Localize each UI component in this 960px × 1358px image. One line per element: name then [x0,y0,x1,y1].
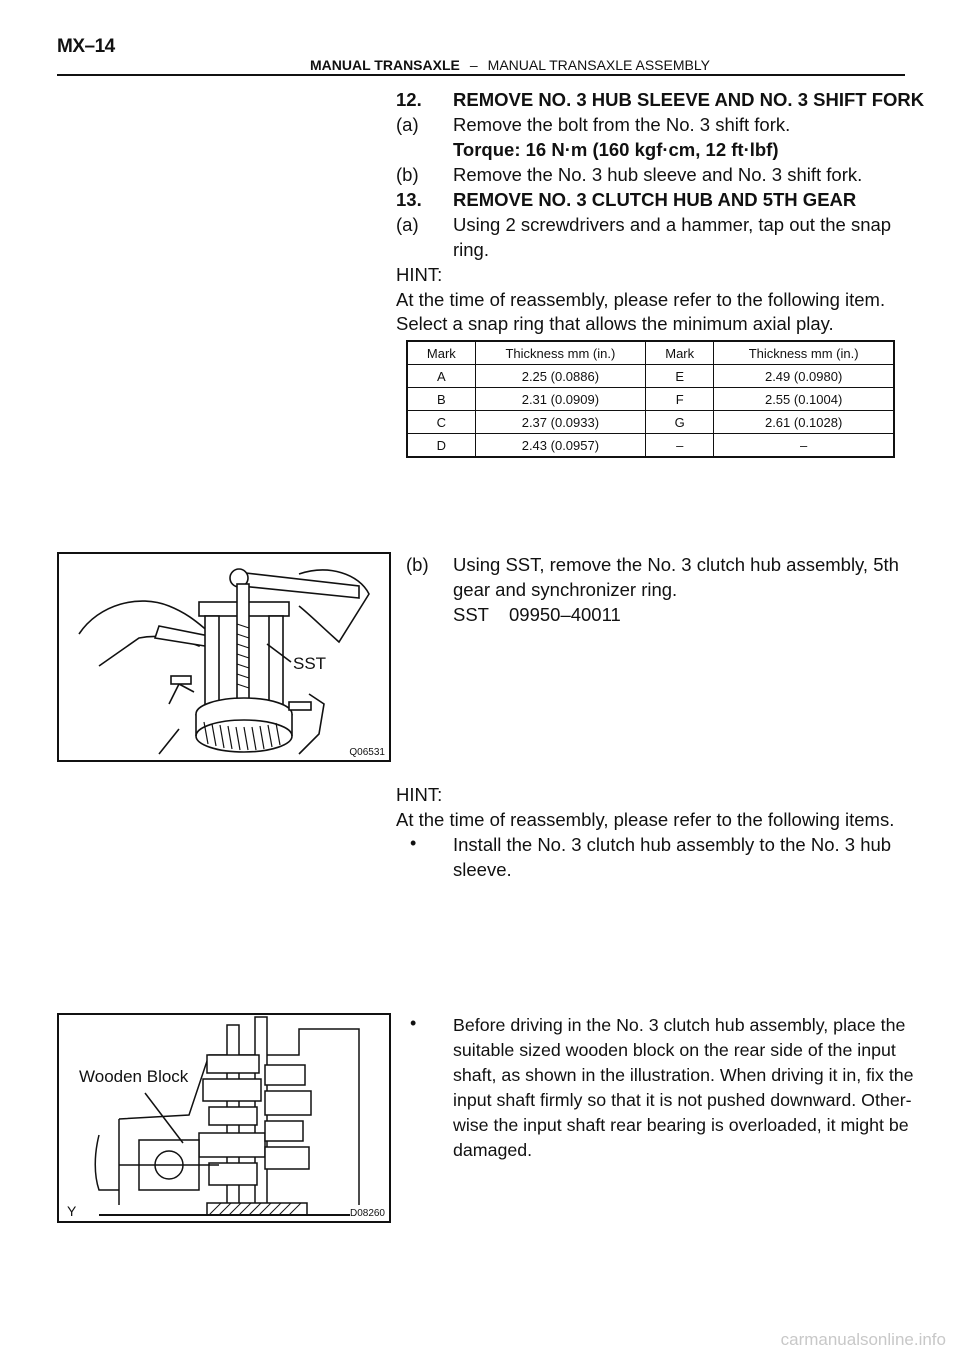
step12-a-label: (a) [396,114,419,135]
step12-number: 12. [396,89,422,110]
table-row [407,411,894,434]
puller-illustration [59,554,389,760]
table-cell: 2.43 (0.0957) [475,434,645,458]
header-rule [57,74,905,76]
page-code: MX–14 [57,36,115,57]
step13-b-text-1: Using SST, remove the No. 3 clutch hub assembly, 5th [453,554,899,575]
figure-wooden-block [57,1013,391,1223]
step12-a-text: Remove the bolt from the No. 3 shift fork. [453,114,791,135]
table-cell: 2.25 (0.0886) [475,365,645,388]
step13-a-text-1: Using 2 screwdrivers and a hammer, tap out the snap [453,214,892,235]
step12-b-text: Remove the No. 3 hub sleeve and No. 3 shift fork. [453,164,863,185]
bullet2-line-5: wise the input shaft rear bearing is overloaded, it might be [453,1115,909,1135]
table-cell: E [646,365,714,388]
bullet2-line-3: shaft, as shown in the illustration. When driving it in, fix the [453,1065,914,1085]
table-cell: G [646,411,714,434]
step13-a-text-2: ring. [453,239,489,260]
hint-line-1: At the time of reassembly, please refer to the following item. [396,289,886,310]
figure-sst-puller [57,552,391,762]
table-cell: A [407,365,475,388]
step12-b-label: (b) [396,164,419,185]
sst-number: 09950–40011 [509,604,621,625]
step13-title: REMOVE NO. 3 CLUTCH HUB AND 5TH GEAR [453,189,857,210]
table-row [407,388,894,411]
bullet1-line-2: sleeve. [453,859,512,880]
table-cell: 2.49 (0.0980) [714,365,894,388]
table-cell: F [646,388,714,411]
figure-sst-code: Q06531 [349,747,385,758]
table-cell: D [407,434,475,458]
table-row [407,365,894,388]
bullet-2: • [410,1013,417,1033]
step12-title: REMOVE NO. 3 HUB SLEEVE AND NO. 3 SHIFT FORK [453,89,925,110]
hint-label: HINT: [396,264,443,285]
step13-b-label: (b) [406,554,429,575]
watermark: carmanualsonline.info [780,1330,946,1349]
table-cell: B [407,388,475,411]
hint-line-2: Select a snap ring that allows the minimum axial play. [396,313,834,334]
bullet2-line-4: input shaft firmly so that it is not pushed downward. Other- [453,1090,912,1110]
figure-sst-label: SST [293,654,327,673]
figure-wooden-block-code: D08260 [349,1208,385,1219]
table-header-cell: Mark [407,341,475,365]
table-header-cell: Thickness mm (in.) [475,341,645,365]
running-header [310,57,710,73]
table-cell: 2.37 (0.0933) [475,411,645,434]
table-cell: C [407,411,475,434]
table-header-cell: Thickness mm (in.) [714,341,894,365]
table-cell: 2.55 (0.1004) [714,388,894,411]
bullet2-line-2: suitable sized wooden block on the rear side of the input [453,1040,896,1060]
header-subsection: MANUAL TRANSAXLE ASSEMBLY [487,57,710,73]
table-cell: – [714,434,894,458]
table-header-cell: Mark [646,341,714,365]
bullet2-line-1: Before driving in the No. 3 clutch hub assembly, place the [453,1015,906,1035]
bullet1-line-1: Install the No. 3 clutch hub assembly to the No. 3 hub [453,834,892,855]
hint2-label: HINT: [396,784,443,805]
step12-torque: Torque: 16 N·m (160 kgf·cm, 12 ft·lbf) [453,139,779,160]
step13-number: 13. [396,189,422,210]
header-section: MANUAL TRANSAXLE [310,57,460,73]
table-cell: – [646,434,714,458]
step13-a-label: (a) [396,214,419,235]
wooden-block-illustration [59,1015,389,1221]
bullet-1: • [410,833,417,853]
sst-label: SST [453,604,489,625]
header-separator: – [469,57,478,73]
figure-wooden-block-label: Wooden Block [79,1067,189,1086]
hint2-line-1: At the time of reassembly, please refer to the following items. [396,809,895,830]
table-row [407,434,894,458]
snap-ring-table [406,340,895,458]
step13-b-text-2: gear and synchronizer ring. [453,579,678,600]
bullet2-line-6: damaged. [453,1140,533,1160]
table-cell: 2.61 (0.1028) [714,411,894,434]
table-header-row [407,341,894,365]
figure-corner-mark: Y [67,1203,77,1219]
table-cell: 2.31 (0.0909) [475,388,645,411]
